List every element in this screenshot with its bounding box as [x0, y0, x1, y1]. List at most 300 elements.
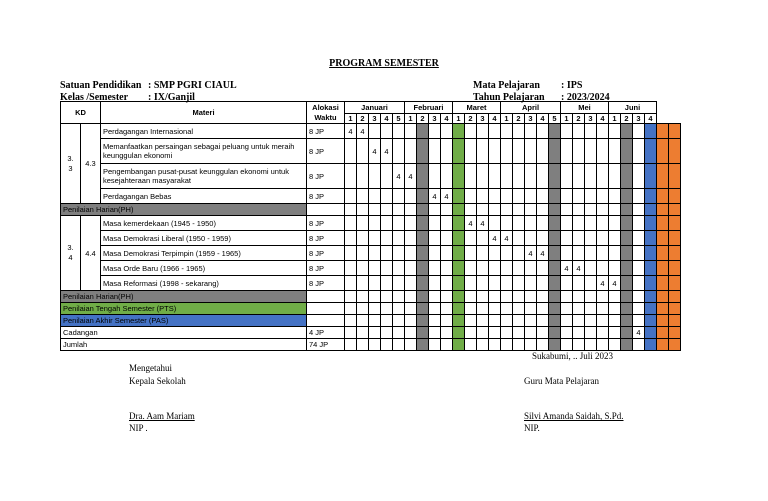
week-cell: [657, 124, 669, 139]
week-cell: 4: [597, 276, 609, 291]
week-cell: [381, 124, 393, 139]
week-cell: [585, 189, 597, 204]
pas-row-label: Penilaian Akhir Semester (PAS): [61, 315, 307, 327]
week-cell: [609, 315, 621, 327]
week-cell: [369, 246, 381, 261]
week-cell: [417, 204, 429, 216]
week-cell: [501, 139, 513, 164]
week-cell: [429, 164, 441, 189]
kd-number: 3. 4: [61, 216, 81, 291]
week-cell: [345, 315, 357, 327]
week-cell: [417, 276, 429, 291]
week-number: 4: [441, 114, 453, 124]
week-cell: [633, 189, 645, 204]
mengetahui-text: Mengetahui: [129, 363, 172, 373]
week-cell: [525, 124, 537, 139]
week-cell: [393, 189, 405, 204]
week-cell: [573, 139, 585, 164]
week-cell: [357, 276, 369, 291]
week-cell: [465, 139, 477, 164]
week-cell: [405, 246, 417, 261]
week-cell: [537, 303, 549, 315]
week-cell: [537, 276, 549, 291]
week-cell: [525, 164, 537, 189]
week-cell: [657, 303, 669, 315]
alokasi-cell: [307, 204, 345, 216]
week-cell: [609, 139, 621, 164]
week-cell: [633, 246, 645, 261]
week-cell: [501, 216, 513, 231]
week-cell: [549, 246, 561, 261]
week-cell: [357, 246, 369, 261]
week-cell: [621, 291, 633, 303]
week-cell: [429, 291, 441, 303]
week-cell: [477, 315, 489, 327]
week-cell: [405, 204, 417, 216]
week-cell: [465, 124, 477, 139]
pts-row: [61, 303, 681, 315]
week-cell: 4: [357, 124, 369, 139]
alokasi-cell: 4 JP: [307, 327, 345, 339]
week-cell: [633, 315, 645, 327]
week-cell: [381, 276, 393, 291]
week-cell: [441, 216, 453, 231]
week-cell: [429, 216, 441, 231]
week-cell: [345, 327, 357, 339]
week-cell: [501, 164, 513, 189]
nip-guru: NIP.: [524, 423, 540, 433]
week-cell: [561, 216, 573, 231]
week-cell: 4: [609, 276, 621, 291]
week-cell: [669, 276, 681, 291]
materi-cell: Masa Reformasi (1998 - sekarang): [101, 276, 307, 291]
materi-cell: Pengembangan pusat-pusat keunggulan ekonomi untuk kesejahteraan masyarakat: [101, 164, 307, 189]
week-cell: [621, 315, 633, 327]
week-number: 4: [537, 114, 549, 124]
week-number: 1: [453, 114, 465, 124]
table-row: [61, 231, 681, 246]
week-cell: [633, 291, 645, 303]
kelas-label: Kelas /Semester: [60, 92, 129, 103]
week-cell: [657, 204, 669, 216]
week-cell: [369, 231, 381, 246]
week-cell: [477, 339, 489, 351]
week-cell: [489, 124, 501, 139]
week-cell: [357, 291, 369, 303]
week-cell: [357, 327, 369, 339]
week-cell: [513, 246, 525, 261]
week-cell: [597, 246, 609, 261]
week-cell: [501, 303, 513, 315]
week-cell: [477, 246, 489, 261]
week-cell: [513, 139, 525, 164]
week-cell: [441, 303, 453, 315]
week-cell: [465, 231, 477, 246]
table-row: [61, 261, 681, 276]
week-cell: [609, 164, 621, 189]
week-cell: [429, 303, 441, 315]
week-cell: [465, 276, 477, 291]
kd-number: 4.4: [81, 216, 101, 291]
ph-row: [61, 291, 681, 303]
week-cell: 4: [441, 189, 453, 204]
document-title: PROGRAM SEMESTER: [329, 58, 439, 69]
week-cell: [561, 204, 573, 216]
week-number: 3: [369, 114, 381, 124]
week-cell: [657, 139, 669, 164]
week-cell: [597, 189, 609, 204]
week-cell: [345, 261, 357, 276]
table-row: [61, 246, 681, 261]
week-cell: [561, 139, 573, 164]
alokasi-cell: 8 JP: [307, 276, 345, 291]
week-cell: 4: [465, 216, 477, 231]
week-number: 4: [597, 114, 609, 124]
week-cell: [525, 231, 537, 246]
week-cell: [513, 216, 525, 231]
week-cell: [453, 189, 465, 204]
week-cell: [657, 216, 669, 231]
week-cell: [429, 204, 441, 216]
week-cell: [549, 327, 561, 339]
week-cell: [417, 303, 429, 315]
week-cell: [573, 204, 585, 216]
week-cell: [597, 124, 609, 139]
kelas-value: : IX/Ganjil: [148, 92, 195, 103]
week-cell: [417, 291, 429, 303]
week-cell: [549, 139, 561, 164]
week-cell: [345, 276, 357, 291]
week-cell: [369, 216, 381, 231]
week-cell: [441, 291, 453, 303]
week-cell: [489, 139, 501, 164]
week-cell: [465, 261, 477, 276]
week-cell: [597, 164, 609, 189]
week-cell: 4: [573, 261, 585, 276]
ph-row: [61, 204, 681, 216]
week-cell: [621, 216, 633, 231]
week-cell: [477, 261, 489, 276]
week-cell: [573, 189, 585, 204]
week-cell: [489, 204, 501, 216]
week-cell: [453, 276, 465, 291]
week-cell: [609, 291, 621, 303]
week-cell: [381, 261, 393, 276]
week-cell: [621, 124, 633, 139]
week-cell: [585, 164, 597, 189]
week-number: 5: [549, 114, 561, 124]
tahun-label: Tahun Pelajaran: [473, 92, 545, 103]
week-cell: [369, 276, 381, 291]
week-cell: [417, 231, 429, 246]
week-cell: [669, 231, 681, 246]
week-cell: [537, 339, 549, 351]
week-cell: [465, 327, 477, 339]
week-cell: [417, 327, 429, 339]
week-cell: [381, 339, 393, 351]
alokasi-cell: 8 JP: [307, 231, 345, 246]
pts-row-label: Penilaian Tengah Semester (PTS): [61, 303, 307, 315]
week-cell: [417, 246, 429, 261]
week-cell: [525, 339, 537, 351]
week-cell: [441, 124, 453, 139]
week-cell: [441, 327, 453, 339]
guru-name: Silvi Amanda Saidah, S.Pd.: [524, 411, 624, 421]
week-cell: [621, 231, 633, 246]
week-cell: 4: [501, 231, 513, 246]
week-cell: [573, 276, 585, 291]
jumlah-label: Jumlah: [61, 339, 307, 351]
month-header: Mei: [561, 102, 609, 114]
week-cell: [381, 303, 393, 315]
week-cell: [345, 339, 357, 351]
week-cell: [645, 339, 657, 351]
kepala-sekolah-label: Kepala Sekolah: [129, 376, 186, 386]
week-cell: [465, 246, 477, 261]
week-cell: [537, 315, 549, 327]
week-cell: [669, 315, 681, 327]
week-cell: [417, 216, 429, 231]
week-cell: [357, 204, 369, 216]
week-cell: [381, 204, 393, 216]
materi-cell: Masa Demokrasi Liberal (1950 - 1959): [101, 231, 307, 246]
kd-number: 3. 3: [61, 124, 81, 204]
week-cell: [369, 164, 381, 189]
week-cell: [513, 327, 525, 339]
week-cell: [453, 291, 465, 303]
materi-cell: Masa Demokrasi Terpimpin (1959 - 1965): [101, 246, 307, 261]
week-cell: [657, 164, 669, 189]
week-cell: [657, 276, 669, 291]
week-cell: [525, 303, 537, 315]
week-cell: [597, 327, 609, 339]
week-cell: [465, 204, 477, 216]
month-header: Februari: [405, 102, 453, 114]
week-cell: [657, 261, 669, 276]
alokasi-cell: [307, 303, 345, 315]
week-cell: [561, 315, 573, 327]
week-cell: [645, 303, 657, 315]
week-cell: [405, 189, 417, 204]
week-cell: [429, 124, 441, 139]
week-cell: [453, 315, 465, 327]
week-cell: [513, 315, 525, 327]
week-cell: [489, 327, 501, 339]
week-cell: [645, 246, 657, 261]
alokasi-cell: 74 JP: [307, 339, 345, 351]
week-cell: [621, 303, 633, 315]
week-cell: [597, 291, 609, 303]
week-cell: [549, 216, 561, 231]
week-cell: [585, 204, 597, 216]
week-cell: [513, 261, 525, 276]
week-cell: [633, 164, 645, 189]
week-cell: [429, 276, 441, 291]
week-cell: [429, 261, 441, 276]
week-cell: [585, 327, 597, 339]
week-cell: [453, 261, 465, 276]
week-cell: [345, 204, 357, 216]
week-cell: [525, 261, 537, 276]
week-cell: [621, 327, 633, 339]
week-cell: [513, 231, 525, 246]
week-cell: [597, 204, 609, 216]
week-number: 2: [465, 114, 477, 124]
week-cell: [357, 231, 369, 246]
week-number: 3: [585, 114, 597, 124]
week-cell: [393, 291, 405, 303]
week-cell: [549, 189, 561, 204]
week-cell: [573, 315, 585, 327]
week-cell: [633, 216, 645, 231]
week-cell: 4: [477, 216, 489, 231]
week-cell: [561, 189, 573, 204]
week-cell: [537, 291, 549, 303]
kd-header: KD: [61, 102, 101, 124]
week-cell: [357, 164, 369, 189]
week-cell: [441, 204, 453, 216]
week-cell: [369, 315, 381, 327]
week-cell: [381, 291, 393, 303]
week-cell: [381, 315, 393, 327]
table-row: [61, 139, 681, 164]
week-cell: [441, 261, 453, 276]
week-cell: [633, 276, 645, 291]
week-cell: [561, 246, 573, 261]
week-cell: [489, 315, 501, 327]
ph-label: Penilaian Harian(PH): [61, 204, 307, 216]
week-cell: [369, 261, 381, 276]
alokasi-cell: 8 JP: [307, 189, 345, 204]
week-cell: [657, 189, 669, 204]
week-cell: [573, 231, 585, 246]
week-cell: [477, 124, 489, 139]
satuan-label: Satuan Pendidikan: [60, 80, 142, 91]
week-cell: [537, 139, 549, 164]
week-cell: [537, 164, 549, 189]
week-cell: [585, 216, 597, 231]
week-cell: [477, 327, 489, 339]
week-cell: [381, 216, 393, 231]
table-row: [61, 189, 681, 204]
week-cell: [453, 339, 465, 351]
week-cell: [393, 231, 405, 246]
week-cell: [357, 216, 369, 231]
week-cell: [405, 216, 417, 231]
week-cell: [357, 303, 369, 315]
week-cell: [537, 204, 549, 216]
week-cell: [465, 164, 477, 189]
table-row: [61, 164, 681, 189]
table-row: [61, 276, 681, 291]
alokasi-cell: 8 JP: [307, 124, 345, 139]
week-cell: [501, 315, 513, 327]
week-cell: [489, 339, 501, 351]
week-cell: [549, 204, 561, 216]
week-number: 1: [561, 114, 573, 124]
week-cell: [657, 315, 669, 327]
week-cell: [369, 189, 381, 204]
week-cell: [669, 139, 681, 164]
week-cell: [405, 231, 417, 246]
week-cell: [489, 189, 501, 204]
week-number: 4: [381, 114, 393, 124]
week-cell: 4: [369, 139, 381, 164]
week-cell: [597, 139, 609, 164]
week-cell: [465, 303, 477, 315]
week-cell: [441, 276, 453, 291]
week-cell: [549, 303, 561, 315]
week-cell: [357, 189, 369, 204]
table-row: [61, 216, 681, 231]
week-cell: [477, 204, 489, 216]
week-cell: [453, 204, 465, 216]
week-cell: [513, 164, 525, 189]
week-cell: [645, 216, 657, 231]
week-cell: [429, 339, 441, 351]
week-cell: [621, 204, 633, 216]
week-cell: [609, 189, 621, 204]
week-cell: [573, 124, 585, 139]
week-cell: [465, 339, 477, 351]
week-cell: [477, 291, 489, 303]
week-cell: [669, 261, 681, 276]
week-cell: [405, 339, 417, 351]
week-cell: [345, 139, 357, 164]
week-cell: [669, 327, 681, 339]
week-cell: [429, 139, 441, 164]
week-cell: [561, 164, 573, 189]
week-cell: [585, 276, 597, 291]
schedule-table: [60, 101, 681, 351]
week-cell: [465, 291, 477, 303]
week-cell: [393, 246, 405, 261]
week-cell: [621, 261, 633, 276]
week-cell: [381, 189, 393, 204]
week-cell: [465, 189, 477, 204]
week-cell: [585, 303, 597, 315]
week-cell: [357, 339, 369, 351]
week-cell: [501, 327, 513, 339]
week-cell: [549, 339, 561, 351]
week-cell: [345, 164, 357, 189]
week-cell: [597, 339, 609, 351]
week-cell: [621, 339, 633, 351]
week-cell: 4: [405, 164, 417, 189]
tahun-value: : 2023/2024: [561, 92, 610, 103]
week-cell: [561, 339, 573, 351]
week-cell: [345, 216, 357, 231]
week-cell: [525, 139, 537, 164]
week-cell: [369, 339, 381, 351]
week-cell: [645, 327, 657, 339]
alokasi-cell: 8 JP: [307, 216, 345, 231]
week-cell: [645, 164, 657, 189]
week-number: 2: [621, 114, 633, 124]
week-cell: [537, 124, 549, 139]
week-cell: [393, 327, 405, 339]
week-cell: [369, 204, 381, 216]
week-cell: [549, 164, 561, 189]
week-cell: [609, 303, 621, 315]
week-cell: [645, 261, 657, 276]
week-cell: 4: [537, 246, 549, 261]
mapel-value: : IPS: [561, 80, 583, 91]
week-cell: [453, 216, 465, 231]
materi-cell: Perdagangan Bebas: [101, 189, 307, 204]
week-cell: [669, 246, 681, 261]
week-cell: [669, 216, 681, 231]
